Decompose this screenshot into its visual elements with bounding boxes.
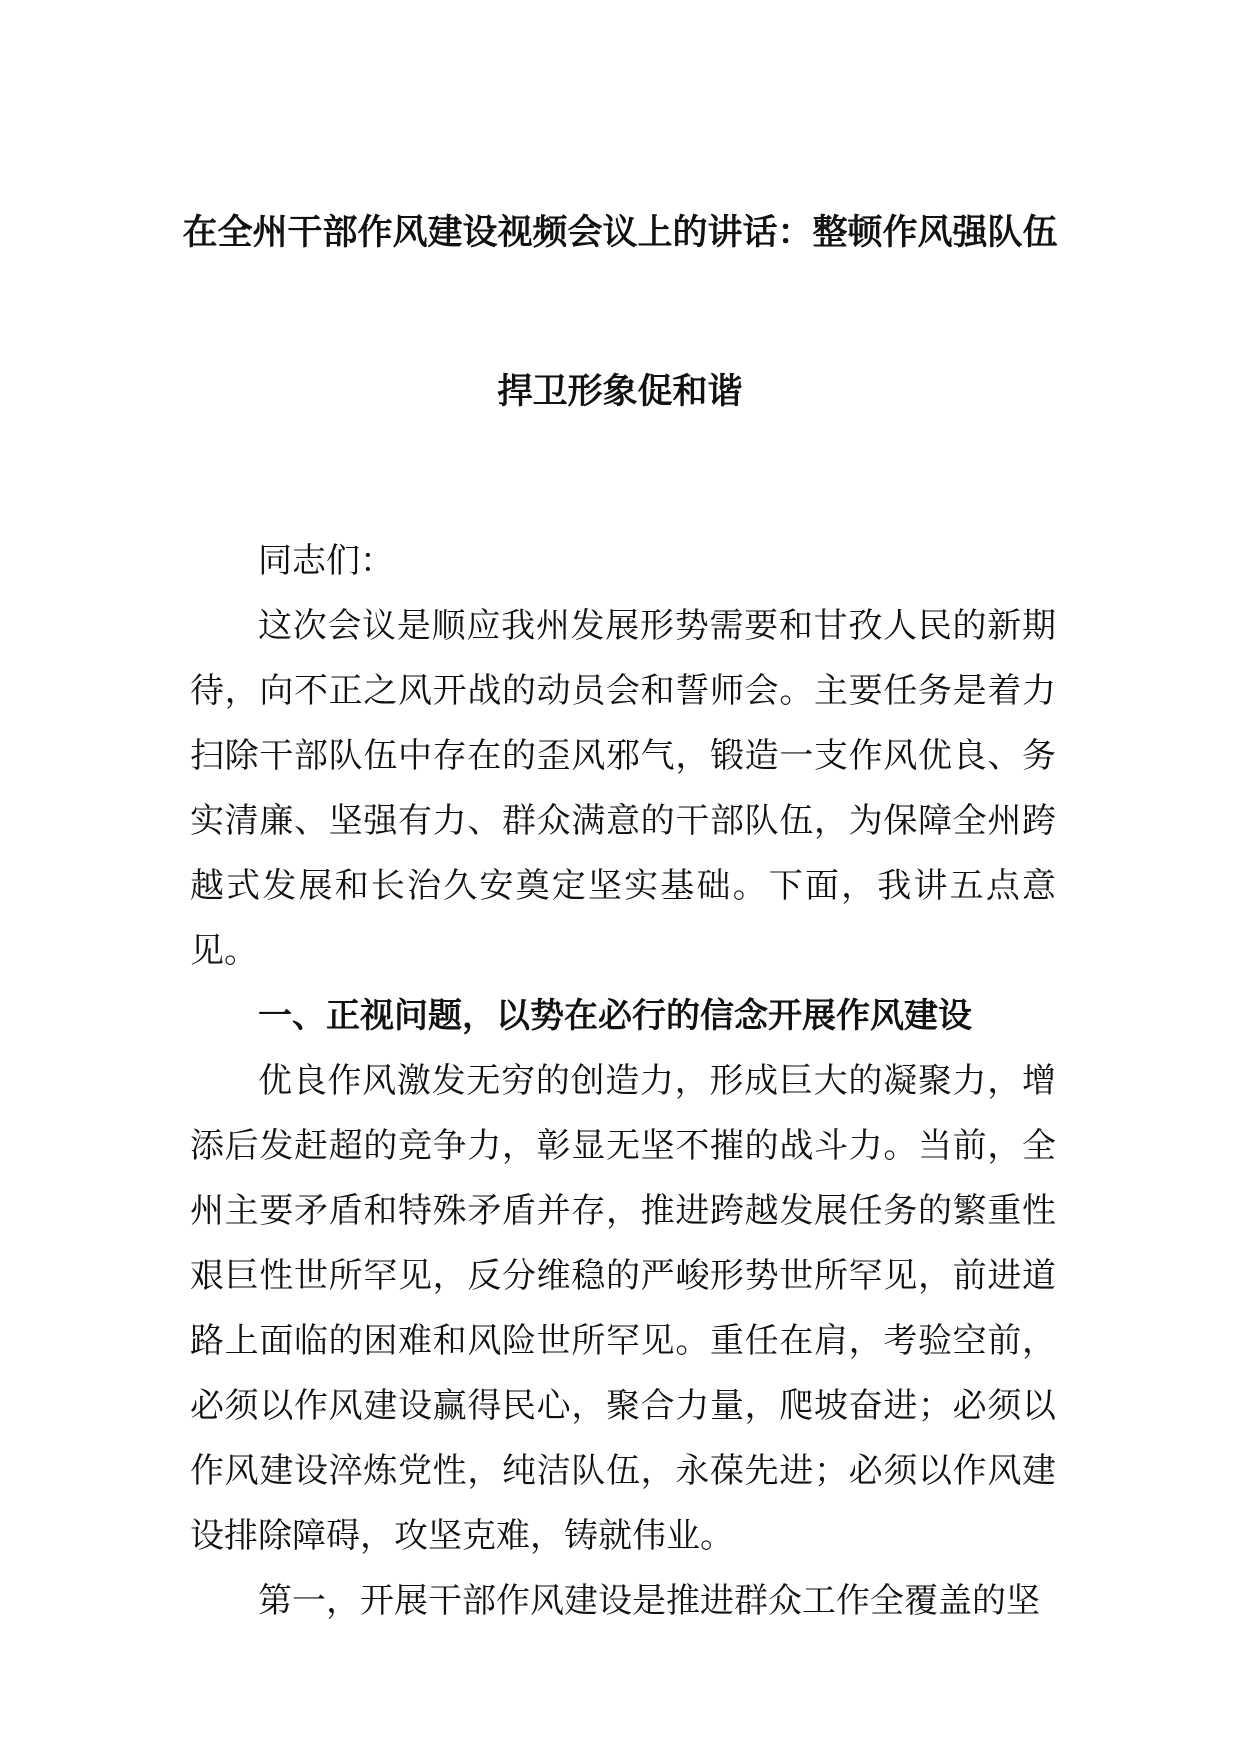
section-heading: 一、正视问题，以势在必行的信念开展作风建设: [258, 996, 972, 1036]
document-title-line-1: 在全州干部作风建设视频会议上的讲话：整顿作风强队伍: [182, 213, 1058, 253]
document-body: [190, 529, 1056, 1634]
paragraph: 第一，开展干部作风建设是推进群众工作全覆盖的坚: [258, 1581, 1040, 1621]
paragraph: 优良作风激发无穷的创造力，形成巨大的凝聚力，增添后发赶超的竞争力，彰显无坚不摧的战斗力。当前，全州主要矛盾和特殊矛盾并存，推进跨越发展任务的繁重性艰巨性世所罕见，反分维稳的严峻形势世所罕见，前进道路上面临的困难和风险世所罕见。重任在肩，考验空前，必须以作风建设赢得民心，聚合力量，爬坡奋进；必须以作风建设淬炼党性，纯洁队伍，永葆先进；必须以作风建设排除障碍，攻坚克难，铸就伟业。: [190, 1061, 1056, 1556]
salutation: 同志们：: [258, 541, 394, 581]
paragraph: 这次会议是顺应我州发展形势需要和甘孜人民的新期待，向不正之风开战的动员会和誓师会。主要任务是着力扫除干部队伍中存在的歪风邪气，锻造一支作风优良、务实清廉、坚强有力、群众满意的干部队伍，为保障全州跨越式发展和长治久安奠定坚实基础。下面，我讲五点意见。: [190, 606, 1056, 971]
document-title-line-2: 捍卫形象促和谐: [497, 372, 743, 412]
